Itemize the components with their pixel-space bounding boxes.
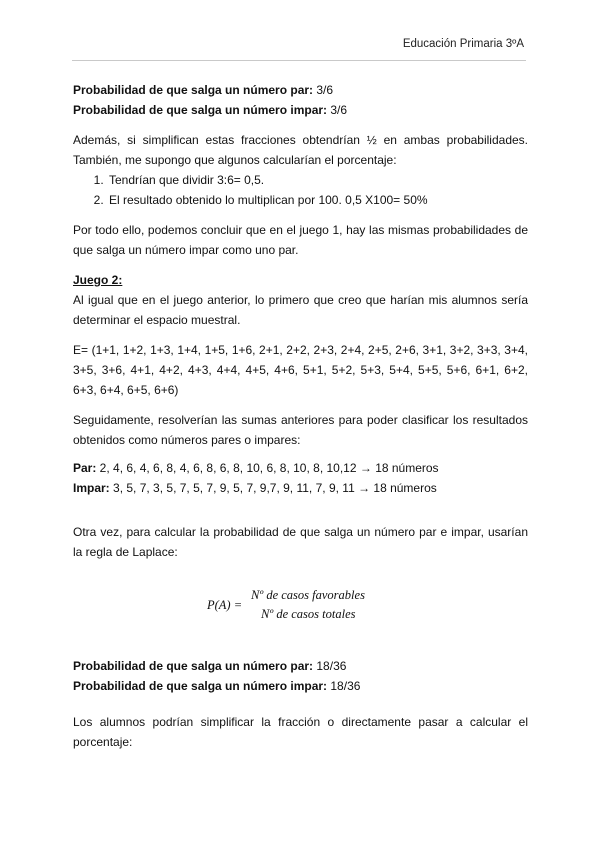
formula-denominator: Nº de casos totales: [261, 607, 356, 621]
prob2-par-value: 18/36: [313, 659, 347, 673]
prob-par-label: Probabilidad de que salga un número par:: [73, 83, 314, 97]
prob-impar-label: Probabilidad de que salga un número impar:: [73, 103, 328, 117]
prob2-par-line: [73, 656, 528, 676]
section-heading-juego2: Juego 2:: [73, 273, 123, 287]
prob2-impar-line: [73, 676, 528, 696]
prob2-impar-label: Probabilidad de que salga un número impar:: [73, 679, 328, 693]
paragraph-laplace: Otra vez, para calcular la probabilidad de que salga un número par e impar, usarían la regla de Laplace:: [73, 525, 528, 559]
prob-par-line: [73, 80, 528, 100]
list-item: 1. Tendrían que dividir 3:6= 0,5.: [107, 170, 528, 190]
list-item: 2. El resultado obtenido lo multiplican por 100. 0,5 X100= 50%: [107, 190, 528, 210]
laplace-formula: [73, 578, 528, 632]
page-header: Educación Primaria 3ºA: [402, 38, 524, 50]
paragraph-intro-juego2: Al igual que en el juego anterior, lo primero que creo que harían mis alumnos sería determinar el espacio muestral.: [73, 293, 528, 327]
prob-impar-line: [73, 100, 528, 120]
impar-results-line: [73, 478, 528, 498]
impar-label: Impar:: [73, 481, 110, 495]
prob2-par-label: Probabilidad de que salga un número par:: [73, 659, 314, 673]
paragraph-sums: Seguidamente, resolverían las sumas anteriores para poder clasificar los resultados obtenidos como números pares o impares:: [73, 413, 528, 447]
paragraph-simplify: Además, si simplifican estas fracciones obtendrían ½ en ambas probabilidades. También, me supongo que algunos calcularían el porcentaje:: [73, 133, 528, 167]
formula-numerator: Nº de casos favorables: [251, 588, 365, 602]
sample-space: E= (1+1, 1+2, 1+3, 1+4, 1+5, 1+6, 2+1, 2+2, 2+3, 2+4, 2+5, 2+6, 3+1, 3+2, 3+3, 3+4, 3+5, 3+6, 4+1, 4+2, 4+3, 4+4, 4+5, 4+6, 5+1, 5+2, 5+3, 5+4, 5+5, 5+6, 6+1, 6+2, 6+3, 6+4, 6+5, 6+6): [73, 343, 528, 397]
formula-lhs: P(A) =: [207, 598, 243, 612]
impar-values: 3, 5, 7, 3, 5, 7, 5, 7, 9, 5, 7, 9,7, 9, 11, 7, 9, 11 → 18 números: [109, 481, 437, 495]
prob-impar-value: 3/6: [327, 103, 348, 117]
header-divider: [72, 60, 526, 61]
par-values: 2, 4, 6, 4, 6, 8, 4, 6, 8, 6, 8, 10, 6, 8, 10, 8, 10,12 → 18 números: [96, 461, 439, 475]
prob-par-value: 3/6: [313, 83, 334, 97]
paragraph-conclusion: Por todo ello, podemos concluir que en el juego 1, hay las mismas probabilidades de que salga un número impar como uno par.: [73, 223, 528, 257]
par-results-line: [73, 458, 528, 478]
steps-list: [73, 170, 528, 210]
par-label: Par:: [73, 461, 97, 475]
document-body: [73, 80, 528, 752]
paragraph-percentage: Los alumnos podrían simplificar la fracción o directamente pasar a calcular el porcentaje:: [73, 715, 528, 749]
prob2-impar-value: 18/36: [327, 679, 361, 693]
